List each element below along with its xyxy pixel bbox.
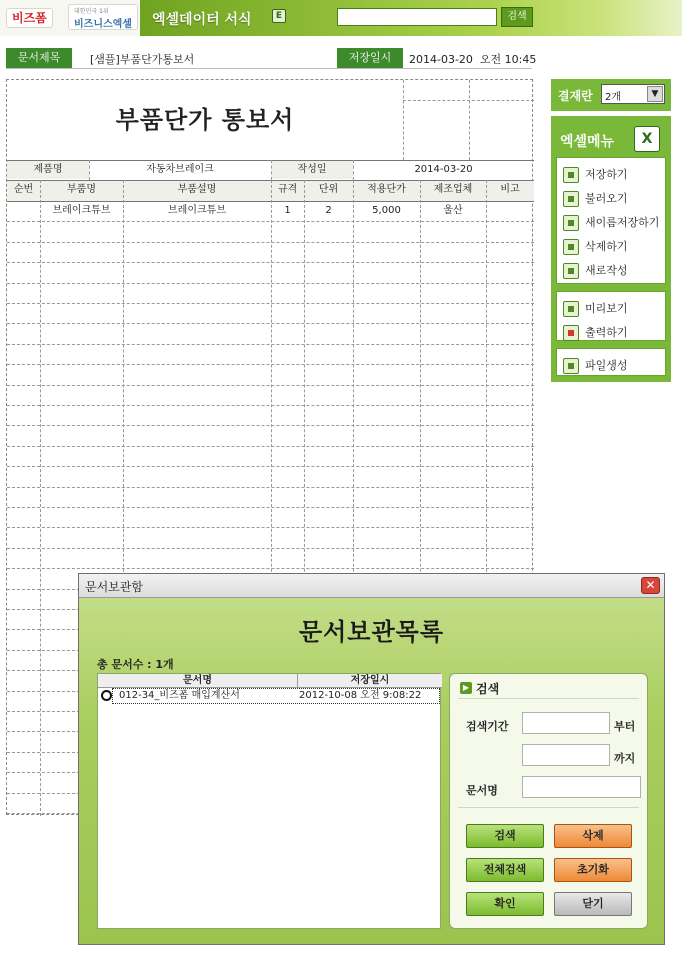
dialog-title: 문서보관함: [85, 580, 143, 594]
date-label: 작성일: [271, 161, 353, 179]
chevron-down-icon[interactable]: ▼: [647, 86, 663, 102]
excel-icon: E: [272, 9, 286, 23]
search-input[interactable]: [337, 8, 497, 26]
doc-title-label: 문서제목: [6, 48, 72, 68]
menu-item-label: 삭제하기: [585, 240, 628, 253]
cell-col-part-desc[interactable]: 브레이크튜브: [168, 205, 226, 216]
menu-item-label: 미리보기: [585, 302, 628, 315]
saved-value: 2014-03-20 오전 10:45: [409, 53, 537, 66]
col-header-saved[interactable]: 저장일시: [298, 674, 442, 688]
document-heading: 부품단가 통보서: [115, 106, 295, 134]
panel-divider: [458, 698, 639, 699]
menu-group-create: [556, 348, 666, 376]
document-storage-dialog: [78, 573, 665, 945]
approval-value: 2개: [605, 92, 622, 103]
list-item-saved: 2012-10-08 오전 9:08:22: [299, 690, 422, 701]
period-label: 검색기간: [466, 720, 509, 733]
ok-button[interactable]: 확인: [466, 892, 544, 916]
cell-col-maker[interactable]: 울산: [443, 205, 463, 216]
list-item[interactable]: [112, 688, 440, 704]
period-from-input[interactable]: [522, 712, 610, 734]
delete-icon: [563, 239, 579, 255]
menu-item-label: 출력하기: [585, 326, 628, 339]
excel-menu-title: 엑셀메뉴: [560, 134, 615, 150]
header-col-no: 순번: [7, 181, 40, 201]
to-label: 까지: [614, 752, 636, 765]
menu-item-label: 파일생성: [585, 359, 628, 372]
menu-item-label: 저장하기: [585, 168, 628, 181]
logo-tagline: 대한민국 1위: [74, 8, 109, 15]
saved-label: 저장일시: [337, 48, 403, 68]
create-file-icon: [563, 358, 579, 374]
approval-select[interactable]: [601, 84, 665, 104]
search-button-dialog[interactable]: 검색: [466, 824, 544, 848]
product-label: 제품명: [7, 161, 89, 179]
col-header-name[interactable]: 문서명: [98, 674, 298, 688]
search-button[interactable]: 검색: [501, 7, 533, 27]
period-to-input[interactable]: [522, 744, 610, 766]
delete-button[interactable]: 삭제: [554, 824, 632, 848]
header-col-unit: 단위: [304, 181, 353, 201]
doc-name-input[interactable]: [522, 776, 641, 798]
dialog-heading: 문서보관목록: [298, 618, 445, 646]
header-col-price: 적용단가: [353, 181, 420, 201]
panel-divider-2: [458, 807, 639, 808]
save-as-icon: [563, 215, 579, 231]
total-count: 총 문서수 : 1개: [97, 658, 174, 671]
reset-button[interactable]: 초기화: [554, 858, 632, 882]
save-icon: [563, 167, 579, 183]
list-item-name: 012-34_비즈폼 매입계산서: [119, 690, 240, 701]
top-bar: [0, 0, 682, 36]
load-icon: [563, 191, 579, 207]
menu-group-print: [556, 291, 666, 341]
cell-col-part-name[interactable]: 브레이크튜브: [52, 205, 111, 216]
product-value[interactable]: 자동차브레이크: [146, 164, 214, 175]
logo-text: 비즈니스엑셀: [74, 19, 132, 30]
print-icon: [563, 325, 579, 341]
doc-name-label: 문서명: [466, 784, 498, 797]
menu-group-file: [556, 157, 666, 284]
header-col-part-desc: 부품설명: [123, 181, 271, 201]
search-panel-title: 검색: [476, 682, 500, 696]
cell-col-price[interactable]: 5,000: [372, 205, 401, 216]
header-col-note: 비고: [486, 181, 534, 201]
app-title: 엑셀데이터 서식: [152, 12, 252, 28]
search-all-button[interactable]: 전체검색: [466, 858, 544, 882]
header-col-spec: 규격: [271, 181, 304, 201]
arrow-right-icon: ▶: [460, 682, 472, 694]
date-value[interactable]: 2014-03-20: [414, 164, 473, 175]
search-panel: [449, 673, 648, 929]
header-col-maker: 제조업체: [420, 181, 486, 201]
doc-title-value: [샘플]부품단가통보서: [90, 53, 195, 66]
business-excel-logo[interactable]: [68, 4, 138, 30]
menu-item-label: 새로작성: [585, 264, 628, 277]
approval-label: 결재란: [558, 89, 593, 103]
from-label: 부터: [614, 720, 636, 733]
bizform-logo[interactable]: 비즈폼: [6, 8, 53, 28]
menu-item-label: 불러오기: [585, 192, 628, 205]
dialog-titlebar[interactable]: [79, 574, 664, 598]
cell-col-unit[interactable]: 2: [325, 205, 332, 216]
menu-item-label: 새이름저장하기: [585, 216, 660, 229]
header-col-part-name: 부품명: [40, 181, 123, 201]
document-list[interactable]: [97, 673, 441, 929]
row-radio[interactable]: [101, 690, 112, 701]
header-divider: [6, 68, 532, 69]
close-button[interactable]: 닫기: [554, 892, 632, 916]
preview-icon: [563, 301, 579, 317]
new-icon: [563, 263, 579, 279]
excel-logo-icon: X: [634, 126, 660, 152]
cell-col-spec[interactable]: 1: [284, 205, 291, 216]
close-icon[interactable]: ✕: [641, 577, 660, 594]
